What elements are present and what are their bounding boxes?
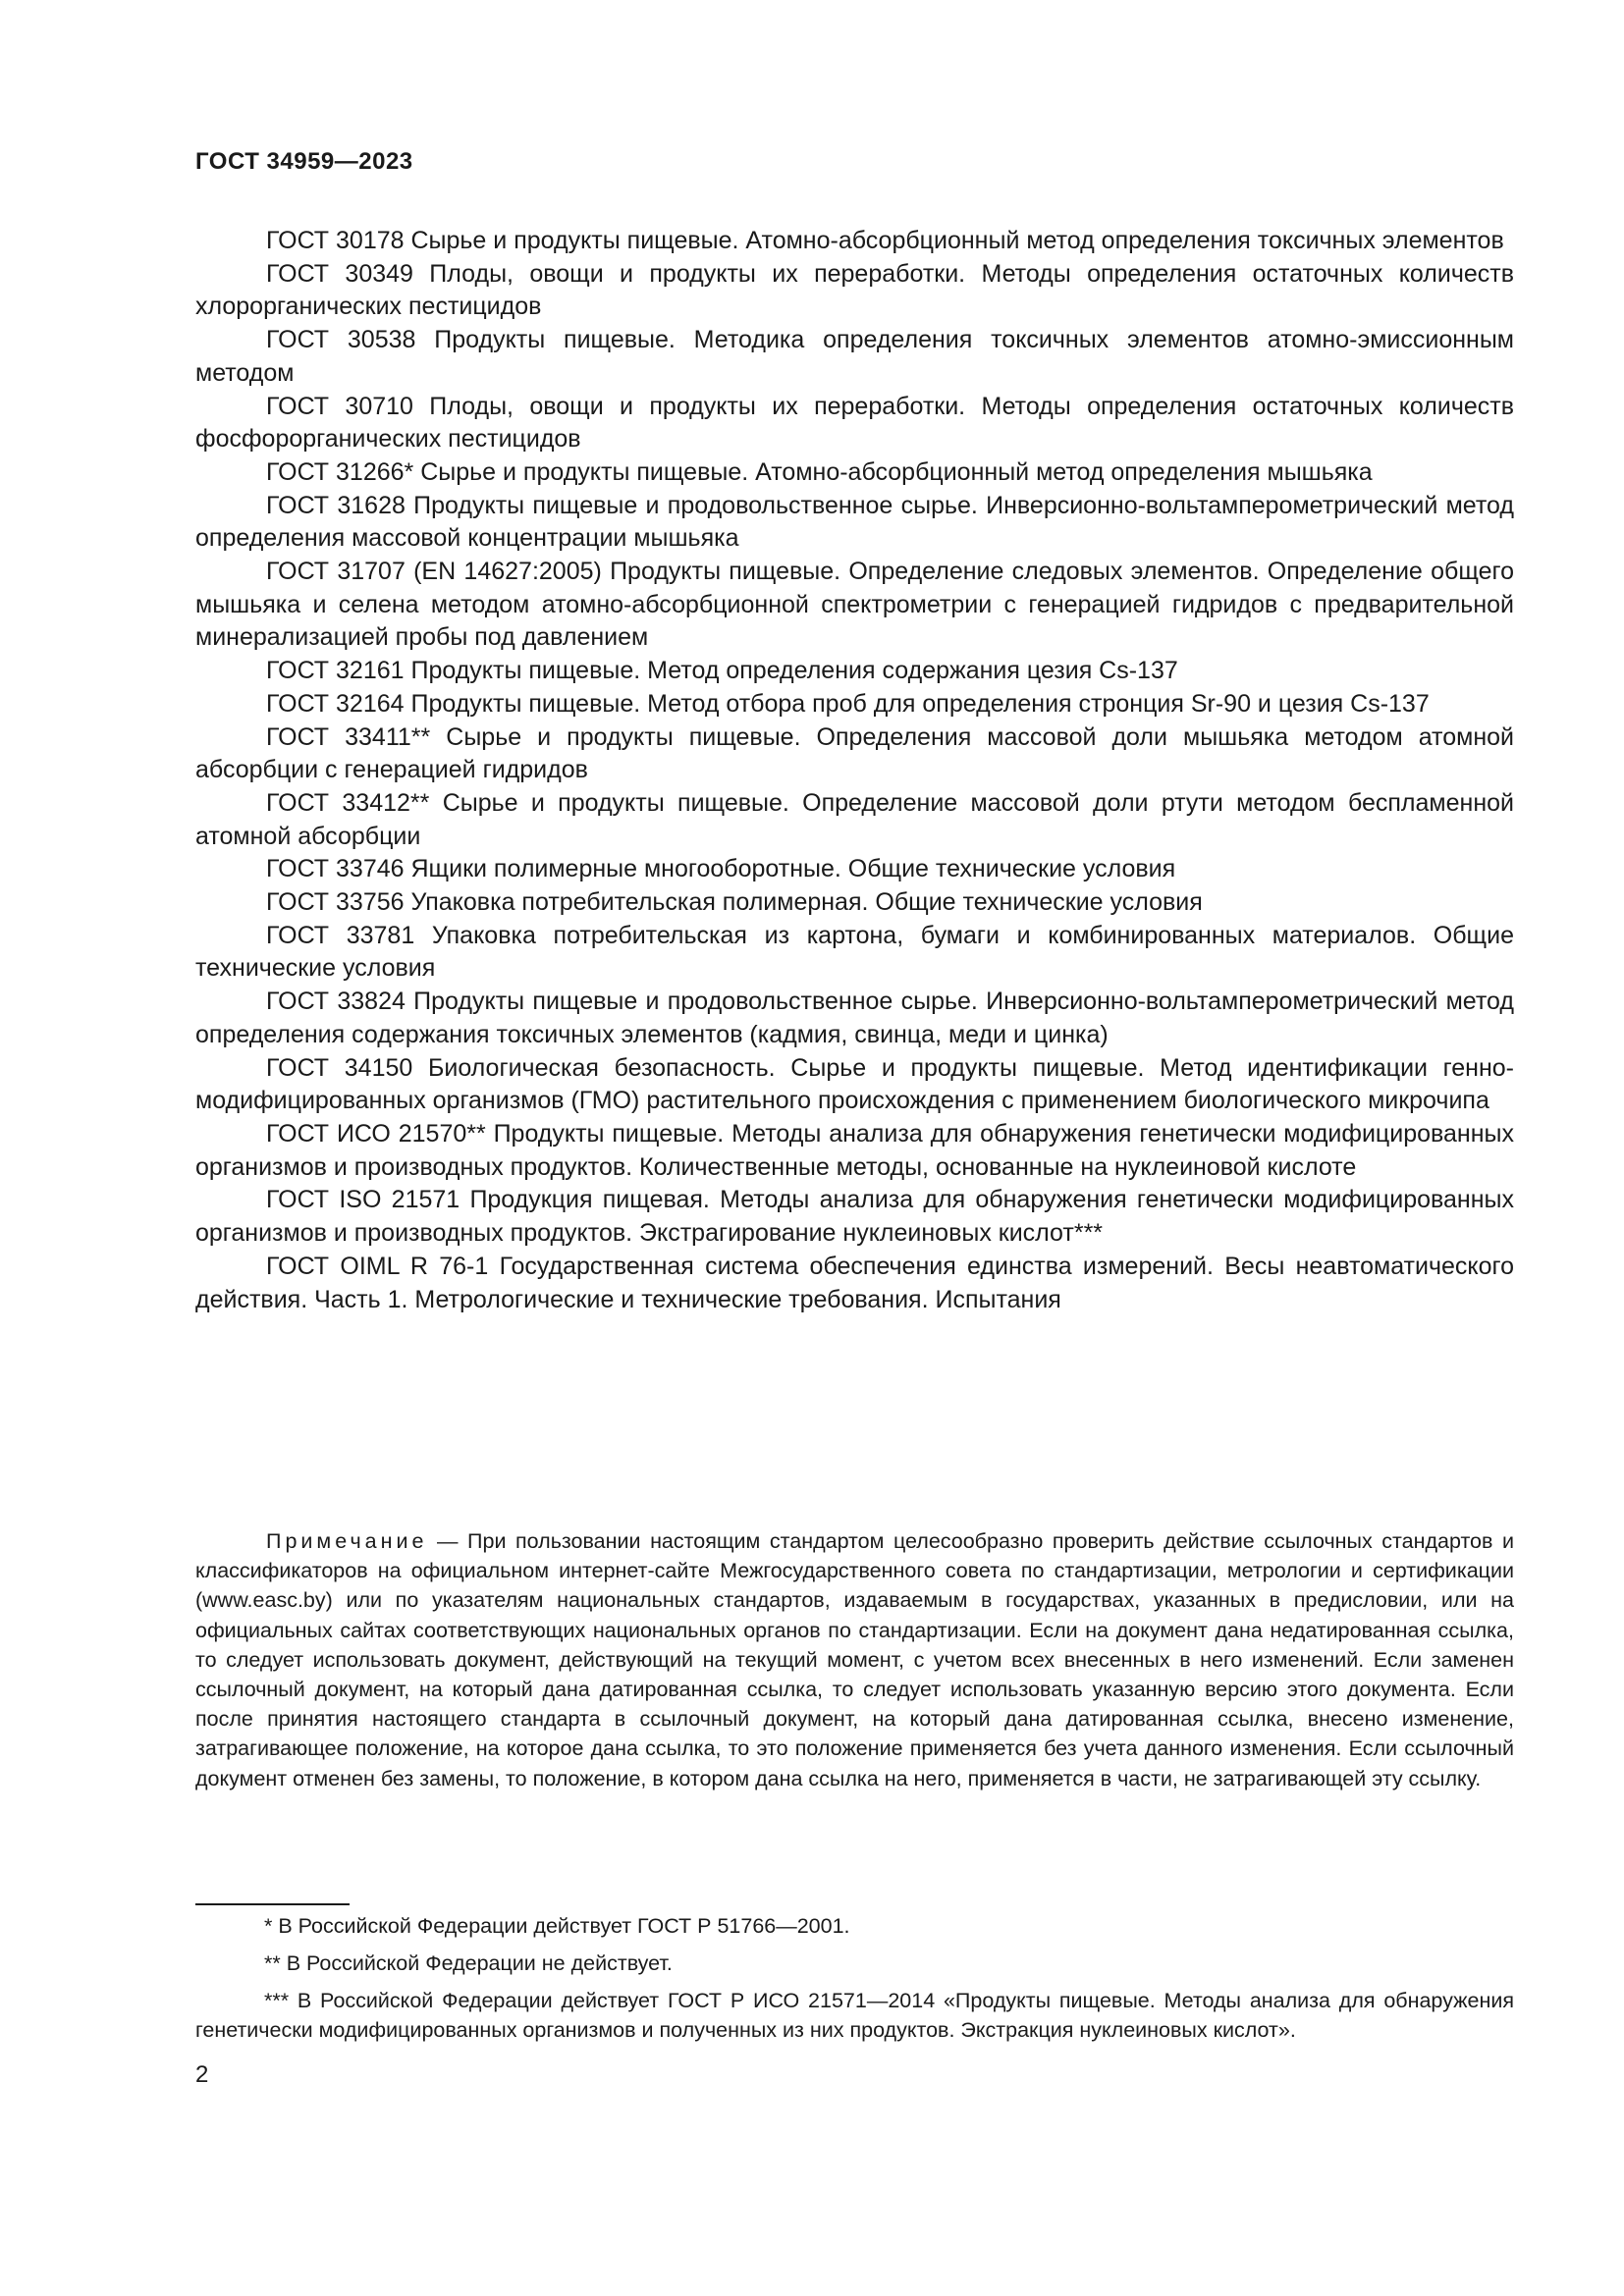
reference-item: ГОСТ 31628 Продукты пищевые и продовольственное сырье. Инверсионно-вольтамперометрический метод определения массовой концентрации мышьяка [195,491,1514,553]
document-header: ГОСТ 34959—2023 [195,148,413,175]
page-number: 2 [195,2061,209,2088]
reference-item: ГОСТ 31266* Сырье и продукты пищевые. Атомно-абсорбционный метод определения мышьяка [266,457,1373,486]
reference-item: ГОСТ 34150 Биологическая безопасность. Сырье и продукты пищевые. Метод идентификации генно-модифицированных организмов (ГМО) растительного происхождения с применением биологического микрочипа [195,1053,1514,1115]
footnote-item: ** В Российской Федерации не действует. [264,1951,673,1975]
note-paragraph [195,1526,1514,1793]
reference-item: ГОСТ 33756 Упаковка потребительская полимерная. Общие технические условия [266,888,1203,917]
references-list [195,225,1514,1316]
reference-item: ГОСТ 33824 Продукты пищевые и продовольственное сырье. Инверсионно-вольтамперометрический метод определения содержания токсичных элементов (кадмия, свинца, меди и цинка) [195,988,1514,1048]
reference-item: ГОСТ 31707 (EN 14627:2005) Продукты пищевые. Определение следовых элементов. Определение общего мышьяка и селена методом атомно-абсорбционной спектрометрии с генерацией гидридов с предварительной минерализацией пробы под давлением [195,558,1514,652]
footnotes [195,1911,1514,2053]
note-text: — При пользовании настоящим стандартом целесообразно проверить действие ссылочных стандартов и классификаторов на официальном интернет-сайте Межгосударственного совета по стандартизации, метрологии и сертификации (www.easc.by) или по указателям национальных стандартов, издаваемым в государствах, указанных в предисловии, или на официальных сайтах соответствующих национальных органов по стандартизации. Если на документ дана недатированная ссылка, то следует использовать документ, действующий на текущий момент, с учетом всех внесенных в него изменений. Если заменен ссылочный документ, на который дана датированная ссылка, то следует использовать указанную версию этого документа. Если после принятия настоящего стандарта в ссылочный документ, на который дана датированная ссылка, внесено изменение, затрагивающее положение, на которое дана ссылка, то это положение применяется без учета данного изменения. Если ссылочный документ отменен без замены, то положение, в котором дана ссылка на него, применяется в части, не затрагивающей эту ссылку. [195,1529,1514,1790]
reference-item: ГОСТ ИСО 21570** Продукты пищевые. Методы анализа для обнаружения генетически модифицированных организмов и производных продуктов. Количественные методы, основанные на нуклеиновой кислоте [195,1119,1514,1181]
reference-item: ГОСТ 30349 Плоды, овощи и продукты их переработки. Методы определения остаточных количеств хлорорганических пестицидов [195,259,1514,321]
reference-item: ГОСТ 30710 Плоды, овощи и продукты их переработки. Методы определения остаточных количеств фосфорорганических пестицидов [195,392,1514,454]
reference-item: ГОСТ 30538 Продукты пищевые. Методика определения токсичных элементов атомно-эмиссионным методом [195,326,1514,387]
reference-item: ГОСТ 33412** Сырье и продукты пищевые. Определение массовой доли ртути методом беспламенной атомной абсорбции [195,788,1514,850]
reference-item: ГОСТ 32164 Продукты пищевые. Метод отбора проб для определения стронция Sr-90 и цезия Cs-137 [266,689,1430,718]
note-block [195,1526,1514,1793]
footnote-divider [195,1903,350,1905]
reference-item: ГОСТ ISO 21571 Продукция пищевая. Методы анализа для обнаружения генетически модифицированных организмов и производных продуктов. Экстрагирование нуклеиновых кислот*** [195,1186,1514,1248]
note-label: Примечание [266,1529,428,1553]
reference-item: ГОСТ 33781 Упаковка потребительская из картона, бумаги и комбинированных материалов. Общие технические условия [195,921,1514,983]
reference-item: ГОСТ 33411** Сырье и продукты пищевые. Определения массовой доли мышьяка методом атомной абсорбции с генерацией гидридов [195,722,1514,784]
reference-item: ГОСТ 33746 Ящики полимерные многооборотные. Общие технические условия [266,855,1176,883]
reference-item: ГОСТ OIML R 76-1 Государственная система обеспечения единства измерений. Весы неавтоматического действия. Часть 1. Метрологические и технические требования. Испытания [195,1252,1514,1313]
footnote-item: *** В Российской Федерации действует ГОСТ Р ИСО 21571—2014 «Продукты пищевые. Методы анализа для обнаружения генетически модифицированных организмов и полученных из них продуктов. Экстракция нуклеиновых кислот». [195,1989,1514,2042]
reference-item: ГОСТ 32161 Продукты пищевые. Метод определения содержания цезия Cs-137 [266,657,1178,685]
reference-item: ГОСТ 30178 Сырье и продукты пищевые. Атомно-абсорбционный метод определения токсичных элементов [266,227,1504,254]
document-page [195,0,1514,2296]
footnote-item: * В Российской Федерации действует ГОСТ Р 51766—2001. [264,1914,850,1938]
